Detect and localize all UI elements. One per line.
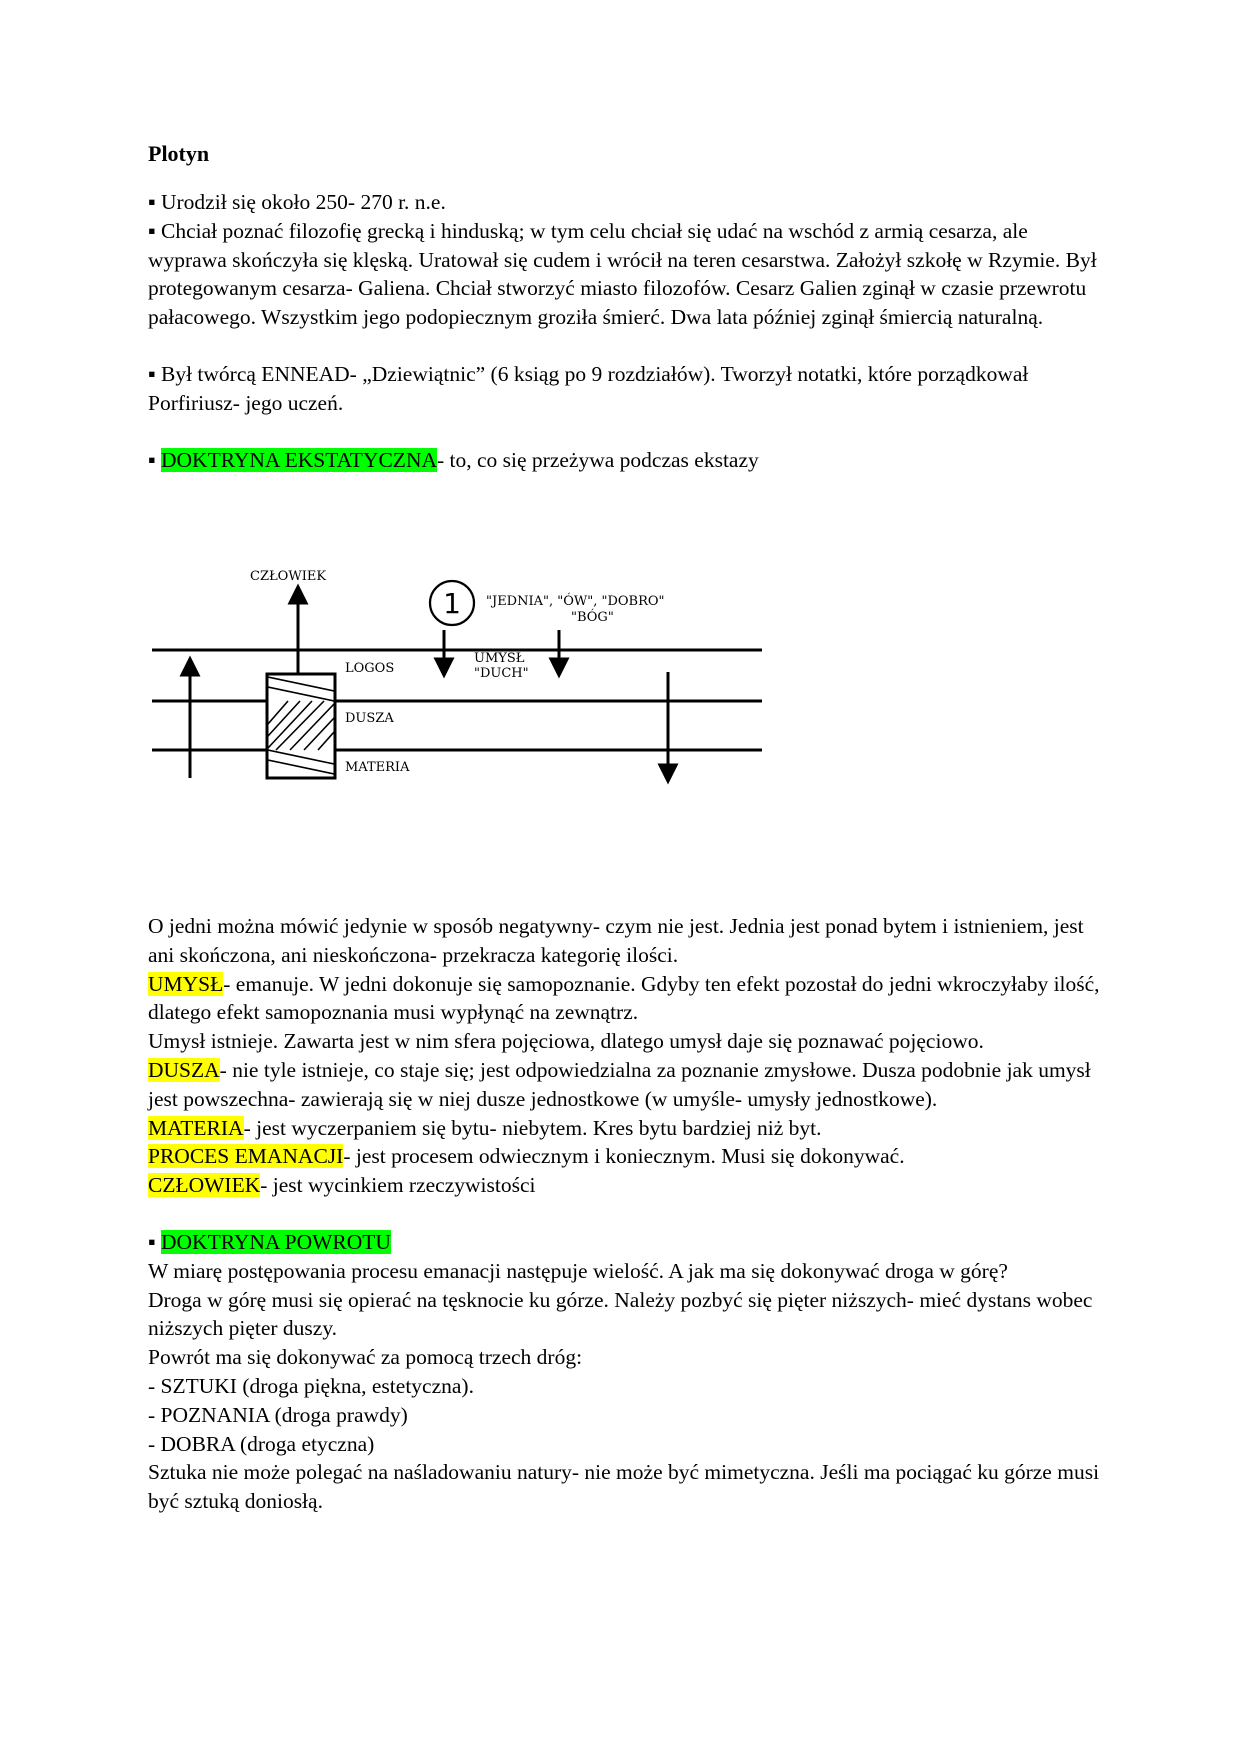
term-text: - emanuje. W jedni dokonuje się samopoznanie. Gdyby ten efekt pozostał do jedni wkroczyłaby ilość, dlatego efekt samopoznania musi wypłynąć na zewnątrz.: [148, 971, 1100, 1025]
powrot-way-art: - SZTUKI (droga piękna, estetyczna).: [148, 1373, 474, 1398]
bullet: ▪: [148, 447, 161, 472]
doctrine-ecstatic-desc: - to, co się przeżywa podczas ekstazy: [437, 447, 759, 472]
one-label: 1: [443, 587, 461, 620]
label-czlowiek: CZŁOWIEK: [250, 569, 327, 584]
term-text: - nie tyle istnieje, co staje się; jest odpowiedzialna za poznanie zmysłowe. Dusza podobnie jak umysł jest powszechna- zawierają się w niej dusze jednostkowe (w umyśle- umysły jednostkowe).: [148, 1057, 1091, 1111]
term-label: MATERIA: [148, 1115, 244, 1140]
emanation-diagram: [150, 560, 770, 800]
label-jednia: "JEDNIA", "ÓW", "DOBRO": [486, 594, 665, 609]
term-text: - jest wycinkiem rzeczywistości: [260, 1173, 536, 1198]
term-umysl: [148, 970, 1108, 1028]
doctrine-ecstatic-line: [148, 446, 1108, 475]
doctrine-return-line: [148, 1228, 1108, 1257]
powrot-2: Droga w górę musi się opierać na tęsknocie ku górze. Należy pozbyć się pięter niższych- mieć dystans wobec niższych pięter duszy.: [148, 1287, 1093, 1341]
term-label: UMYSŁ: [148, 971, 224, 996]
intro-birth: ▪ Urodził się około 250- 270 r. n.e.: [148, 190, 446, 214]
intro-ennead: ▪ Był twórcą ENNEAD- „Dziewiątnic” (6 ksiąg po 9 rozdziałów). Tworzył notatki, które porządkował Porfiriusz- jego uczeń.: [148, 361, 1029, 415]
label-umysl: UMYSŁ: [474, 651, 525, 666]
label-logos: LOGOS: [345, 661, 395, 676]
term-text: - jest procesem odwiecznym i koniecznym. Musi się dokonywać.: [343, 1144, 905, 1169]
doctrine-ecstatic-label: DOKTRYNA EKSTATYCZNA: [161, 447, 437, 472]
label-duch: "DUCH": [474, 666, 529, 681]
term-text: - jest wyczerpaniem się bytu- niebytem. Kres bytu bardziej niż byt.: [243, 1115, 822, 1140]
term-dusza: [148, 1056, 1108, 1114]
label-dusza: DUSZA: [345, 711, 394, 726]
powrot-art: Sztuka nie może polegać na naśladowaniu natury- nie może być mimetyczna. Jeśli ma pociągać ku górze musi być sztuką doniosłą.: [148, 1460, 1100, 1514]
document-title: Plotyn: [148, 141, 210, 166]
powrot-way-knowledge: - POZNANIA (droga prawdy): [148, 1402, 408, 1427]
document-body-lower: [148, 912, 1108, 1516]
term-label: PROCES EMANACJI: [148, 1144, 344, 1169]
term-proces-emanacji: [148, 1142, 1108, 1171]
doctrine-return-label: DOKTRYNA POWROTU: [161, 1229, 391, 1254]
bullet: ▪: [148, 1229, 161, 1254]
term-label: DUSZA: [148, 1057, 220, 1082]
term-label: CZŁOWIEK: [148, 1173, 261, 1198]
label-bog: "BÓG": [571, 610, 614, 625]
umysl-continued: Umysł istnieje. Zawarta jest w nim sfera pojęciowa, dlatego umysł daje się poznawać pojęciowo.: [148, 1029, 984, 1054]
intro-biography: ▪ Chciał poznać filozofię grecką i hinduską; w tym celu chciał się udać na wschód z armią cesarza, ale wyprawa skończyła się klęską. Uratował się cudem i wrócił na teren cesarstwa. Założył szkołę w Rzymie. Był protegowanym cesarza- Galiena. Chciał stworzyć miasto filozofów. Cesarz Galien zginął w czasie przewrotu pałacowego. Wszystkim jego podopiecznym groziła śmierć. Dwa lata później zginął śmiercią naturalną.: [148, 218, 1097, 330]
human-box: [267, 674, 335, 778]
label-materia: MATERIA: [345, 760, 410, 775]
term-czlowiek: [148, 1171, 1108, 1200]
term-materia: [148, 1114, 1108, 1143]
powrot-1: W miarę postępowania procesu emanacji następuje wielość. A jak ma się dokonywać droga w górę?: [148, 1258, 1008, 1283]
document-page: [148, 140, 1108, 474]
powrot-way-good: - DOBRA (droga etyczna): [148, 1431, 375, 1456]
jednia-paragraph: O jedni można mówić jedynie w sposób negatywny- czym nie jest. Jednia jest ponad bytem i istnieniem, jest ani skończona, ani nieskończona- przekracza kategorię ilości.: [148, 914, 1084, 967]
powrot-3: Powrót ma się dokonywać za pomocą trzech dróg:: [148, 1345, 583, 1370]
